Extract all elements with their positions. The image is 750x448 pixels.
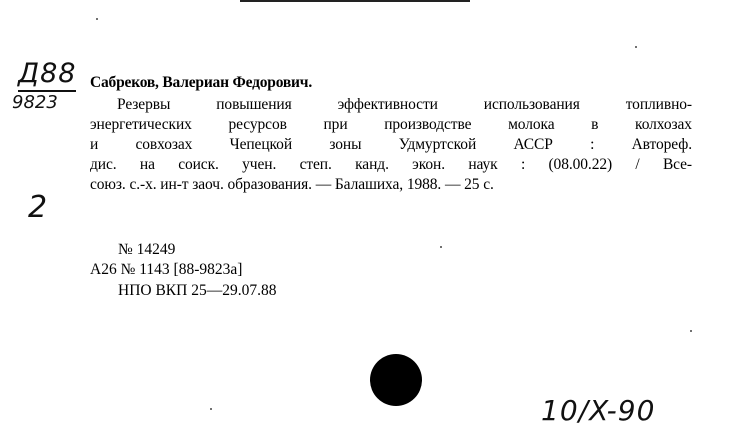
- body-line-5: союз. с.-х. ин-т заоч. образования. — Балашиха, 1988. — 25 с.: [90, 176, 494, 193]
- speck: [210, 408, 212, 410]
- body-line-1: Резервы повышения эффективности использования топливно-: [117, 96, 692, 113]
- top-edge-line: [240, 0, 470, 2]
- speck: [440, 246, 442, 248]
- author-heading: Сабреков, Валериан Федорович.: [90, 74, 312, 91]
- speck: [96, 18, 98, 20]
- punch-hole: [370, 354, 422, 406]
- speck: [690, 330, 692, 332]
- shelf-mark-line2: 9823: [12, 92, 58, 113]
- shelf-mark-line1: Д88: [18, 58, 77, 89]
- body-line-2: энергетических ресурсов при производстве молока в колхозах: [90, 116, 692, 133]
- npo-vkp-line: НПО ВКП 25—29.07.88: [118, 282, 277, 299]
- handwritten-corner-mark: 2: [28, 190, 48, 225]
- body-line-4: дис. на соиск. учен. степ. канд. экон. наук : (08.00.22) / Все-: [90, 156, 692, 173]
- speck: [635, 46, 637, 48]
- body-line-3: и совхозах Чепецкой зоны Удмуртской АССР : Автореф.: [90, 136, 692, 153]
- accession-number: № 14249: [118, 241, 176, 258]
- handwritten-date-mark: 10/X-90: [541, 394, 656, 427]
- a26-line: А26 № 1143 [88-9823а]: [90, 261, 243, 278]
